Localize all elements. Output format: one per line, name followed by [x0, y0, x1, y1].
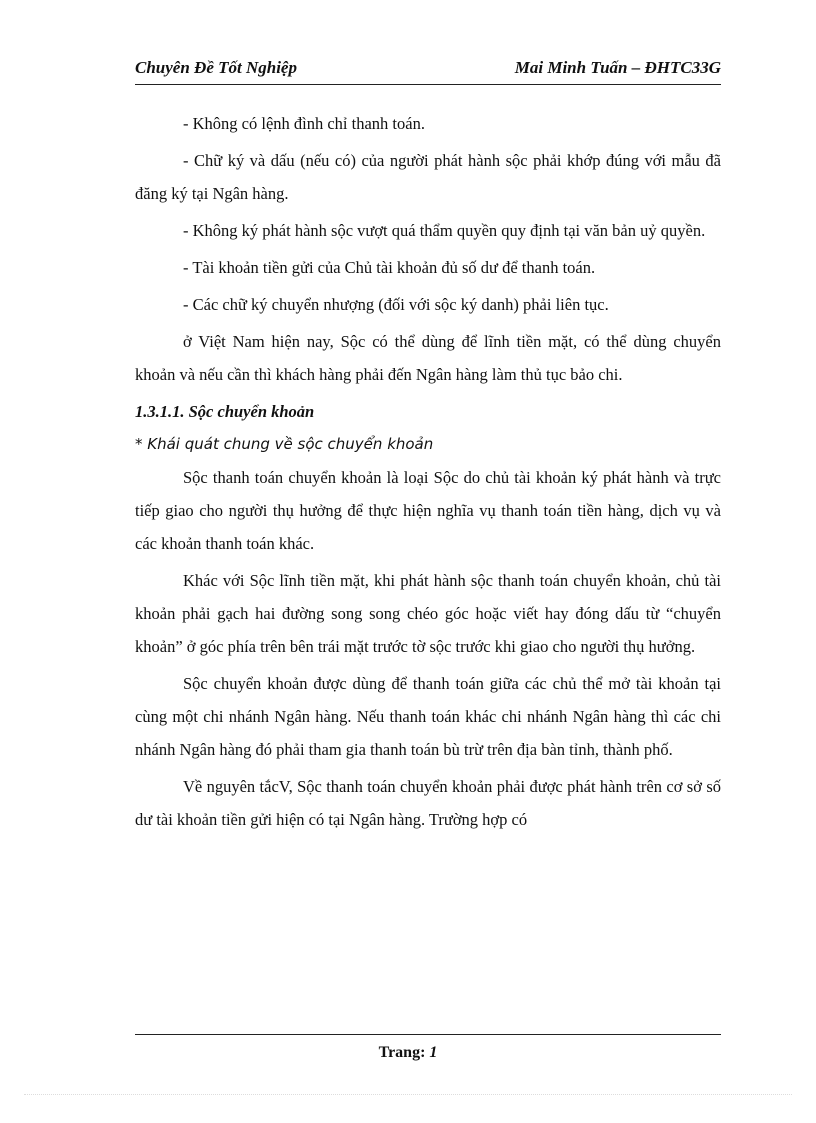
- document-body: [135, 107, 721, 836]
- paragraph-condition-3: - Không ký phát hành sộc vượt quá thẩm quyền quy định tại văn bản uỷ quyền.: [183, 221, 706, 240]
- page-edge-divider: [24, 1094, 792, 1095]
- paragraph-vietnam-usage: ở Việt Nam hiện nay, Sộc có thể dùng để lĩnh tiền mặt, có thể dùng chuyển khoản và nếu cần thì khách hàng phải đến Ngân hàng làm thủ tục bảo chi.: [135, 332, 721, 384]
- page-header: [135, 56, 721, 85]
- paragraph-condition-5: - Các chữ ký chuyển nhượng (đối với sộc ký danh) phải liên tục.: [183, 295, 609, 314]
- header-title: Chuyên Đề Tốt Nghiệp: [135, 58, 297, 77]
- page-number: 1: [429, 1044, 438, 1061]
- page-footer: [0, 1044, 816, 1062]
- page-label: Trang:: [378, 1044, 426, 1061]
- header-author: Mai Minh Tuấn – ĐHTC33G: [514, 58, 721, 77]
- paragraph-principle: Về nguyên tắcV, Sộc thanh toán chuyển khoản phải được phát hành trên cơ sở số dư tài khoản tiền gửi hiện có tại Ngân hàng. Trường hợp có: [135, 777, 721, 829]
- paragraph-usage: Sộc chuyển khoản được dùng để thanh toán giữa các chủ thể mở tài khoản tại cùng một chi nhánh Ngân hàng. Nếu thanh toán khác chi nhánh Ngân hàng thì các chi nhánh Ngân hàng đó phải tham gia thanh toán bù trừ trên địa bàn tỉnh, thành phố.: [135, 674, 721, 759]
- section-subheading: * Khái quát chung về sộc chuyển khoản: [135, 435, 434, 453]
- section-heading: 1.3.1.1. Sộc chuyển khoản: [135, 402, 315, 421]
- paragraph-difference: Khác với Sộc lĩnh tiền mặt, khi phát hành sộc thanh toán chuyển khoản, chủ tài khoản phải gạch hai đường song song chéo góc hoặc viết hay đóng dấu từ “chuyển khoản” ở góc phía trên bên trái mặt trước tờ sộc trước khi giao cho người thụ hưởng.: [135, 571, 721, 656]
- paragraph-definition: Sộc thanh toán chuyển khoản là loại Sộc do chủ tài khoản ký phát hành và trực tiếp giao cho người thụ hưởng để thực hiện nghĩa vụ thanh toán tiền hàng, dịch vụ và các khoản thanh toán khác.: [135, 468, 721, 553]
- paragraph-condition-4: - Tài khoản tiền gửi của Chủ tài khoản đủ số dư để thanh toán.: [183, 258, 596, 277]
- paragraph-condition-1: - Không có lệnh đình chỉ thanh toán.: [183, 114, 425, 133]
- paragraph-condition-2: - Chữ ký và dấu (nếu có) của người phát hành sộc phải khớp đúng với mẫu đã đăng ký tại Ngân hàng.: [135, 151, 721, 203]
- footer-divider: [135, 1034, 721, 1035]
